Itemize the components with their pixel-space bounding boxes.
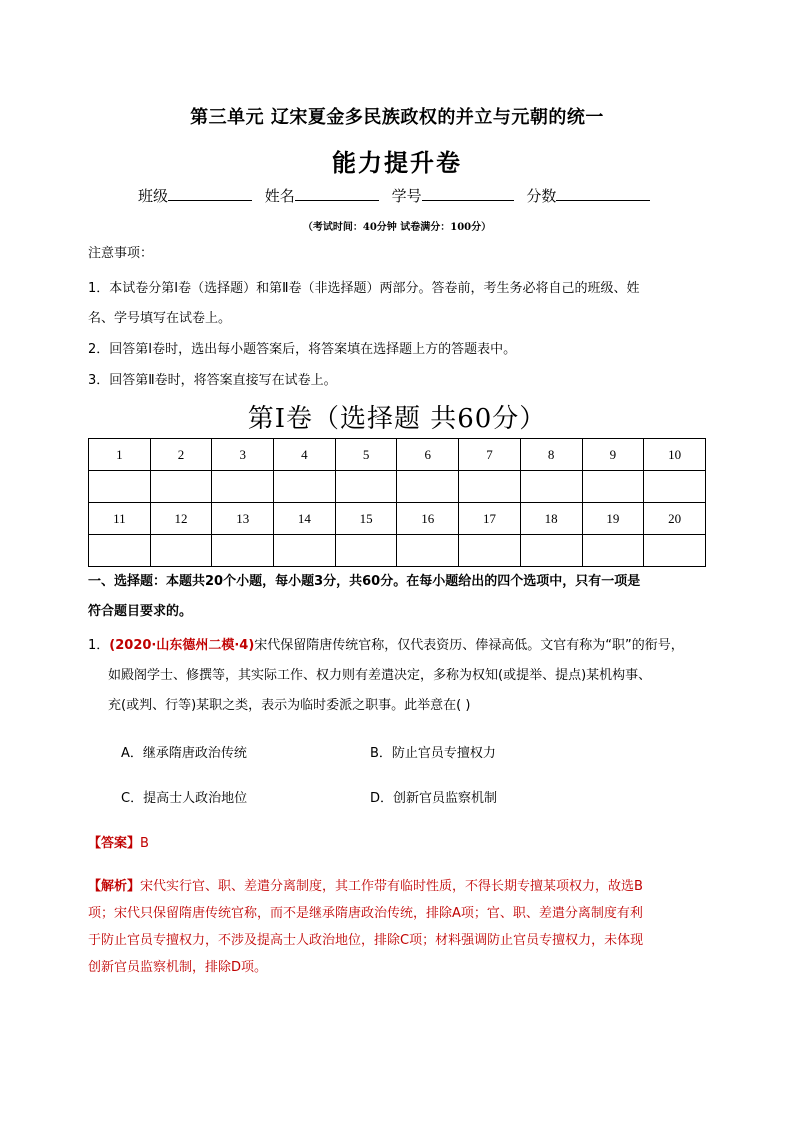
answer-cell[interactable]: [89, 471, 151, 503]
answer-cell[interactable]: [150, 535, 212, 567]
answer-cell[interactable]: [274, 535, 336, 567]
notes-heading: 注意事项：: [88, 246, 154, 261]
analysis-line: 项；宋代只保留隋唐传统官称，而不是继承隋唐政治传统，排除A项；官、职、差遣分离制度有利: [88, 906, 643, 921]
unit-title: 第三单元 辽宋夏金多民族政权的并立与元朝的统一: [190, 107, 604, 128]
option-a[interactable]: A．继承隋唐政治传统: [121, 746, 247, 761]
section-title: 第Ⅰ卷（选择题 共60分）: [247, 404, 547, 434]
class-blank[interactable]: [168, 185, 252, 201]
table-row: [89, 471, 706, 503]
question-source: (2020·山东德州二模·4): [109, 638, 255, 653]
question-intro: 符合题目要求的。: [88, 604, 193, 619]
question-number-cell: 17: [459, 503, 521, 535]
answer-line: [88, 832, 149, 851]
student-info-line: [138, 185, 658, 206]
answer-cell[interactable]: [397, 471, 459, 503]
question-number-cell: 6: [397, 439, 459, 471]
answer-cell[interactable]: [274, 471, 336, 503]
question-number-cell: 3: [212, 439, 274, 471]
answer-cell[interactable]: [397, 535, 459, 567]
answer-cell[interactable]: [459, 535, 521, 567]
table-row: [89, 535, 706, 567]
answer-cell[interactable]: [150, 471, 212, 503]
answer-cell[interactable]: [520, 471, 582, 503]
answer-cell[interactable]: [644, 535, 706, 567]
answer-value: B: [140, 836, 149, 851]
answer-cell[interactable]: [520, 535, 582, 567]
question-number: 1．: [88, 638, 110, 653]
answer-cell[interactable]: [582, 471, 644, 503]
question-intro: 一、选择题：本题共20个小题，每小题3分，共60分。在每小题给出的四个选项中，只有一项是: [88, 574, 641, 589]
question-stem: 如殿阁学士、修撰等，其实际工作、权力则有差遣决定，多称为权知(或提举、提点)某机构事、: [108, 668, 652, 683]
question-number-cell: 5: [335, 439, 397, 471]
option-b[interactable]: B．防止官员专擅权力: [370, 746, 496, 761]
option-d[interactable]: D．创新官员监察机制: [370, 791, 498, 806]
answer-label: 【答案】: [88, 836, 141, 851]
question-number-cell: 19: [582, 503, 644, 535]
name-blank[interactable]: [295, 185, 379, 201]
question-number-cell: 9: [582, 439, 644, 471]
question-number-cell: 20: [644, 503, 706, 535]
analysis-line: 于防止官员专擅权力，不涉及提高士人政治地位，排除C项；材料强调防止官员专擅权力，未体现: [88, 933, 644, 948]
question-number-cell: 7: [459, 439, 521, 471]
question-number-cell: 16: [397, 503, 459, 535]
question-number-cell: 18: [520, 503, 582, 535]
student-id-blank[interactable]: [422, 185, 514, 201]
question-number-cell: 15: [335, 503, 397, 535]
note-item: 名、学号填写在试卷上。: [88, 311, 232, 326]
option-c[interactable]: C．提高士人政治地位: [121, 791, 248, 806]
question-number-cell: 14: [274, 503, 336, 535]
page-title: 能力提升卷: [332, 149, 462, 177]
question-number-cell: 8: [520, 439, 582, 471]
answer-cell[interactable]: [335, 471, 397, 503]
question-number-cell: 11: [89, 503, 151, 535]
question-number-cell: 10: [644, 439, 706, 471]
question-number-cell: 1: [89, 439, 151, 471]
answer-cell[interactable]: [89, 535, 151, 567]
answer-cell[interactable]: [459, 471, 521, 503]
question-number-cell: 12: [150, 503, 212, 535]
analysis-line: 创新官员监察机制，排除D项。: [88, 960, 268, 975]
question-number-cell: 2: [150, 439, 212, 471]
answer-cell[interactable]: [335, 535, 397, 567]
note-item: 1．本试卷分第Ⅰ卷（选择题）和第Ⅱ卷（非选择题）两部分。答卷前，考生务必将自己的班级、姓: [88, 281, 640, 296]
exam-info: （考试时间：40分钟 试卷满分：100分）: [302, 222, 492, 233]
question-number-cell: 13: [212, 503, 274, 535]
analysis-label: 【解析】: [88, 879, 141, 894]
score-label: 分数: [526, 187, 557, 205]
answer-cell[interactable]: [212, 471, 274, 503]
answer-table: [88, 438, 706, 567]
answer-cell[interactable]: [582, 535, 644, 567]
table-row: [89, 439, 706, 471]
question-1-line: [88, 632, 708, 660]
class-label: 班级: [138, 187, 169, 205]
analysis-line: [88, 873, 708, 900]
note-item: 3．回答第Ⅱ卷时，将答案直接写在试卷上。: [88, 373, 337, 388]
analysis-text: 宋代实行官、职、差遣分离制度，其工作带有临时性质，不得长期专擅某项权力，故选B: [140, 879, 643, 894]
name-label: 姓名: [264, 187, 295, 205]
student-id-label: 学号: [391, 187, 422, 205]
score-blank[interactable]: [556, 185, 650, 201]
analysis-block: [88, 873, 708, 981]
note-item: 2．回答第Ⅰ卷时，选出每小题答案后，将答案填在选择题上方的答题表中。: [88, 342, 517, 357]
answer-cell[interactable]: [644, 471, 706, 503]
question-stem: 宋代保留隋唐传统官称，仅代表资历、俸禄高低。文官有称为“职”的衔号，: [254, 638, 684, 653]
answer-cell[interactable]: [212, 535, 274, 567]
question-stem: 充(或判、行等)某职之类，表示为临时委派之职事。此举意在( ): [108, 698, 471, 713]
question-number-cell: 4: [274, 439, 336, 471]
table-row: [89, 503, 706, 535]
